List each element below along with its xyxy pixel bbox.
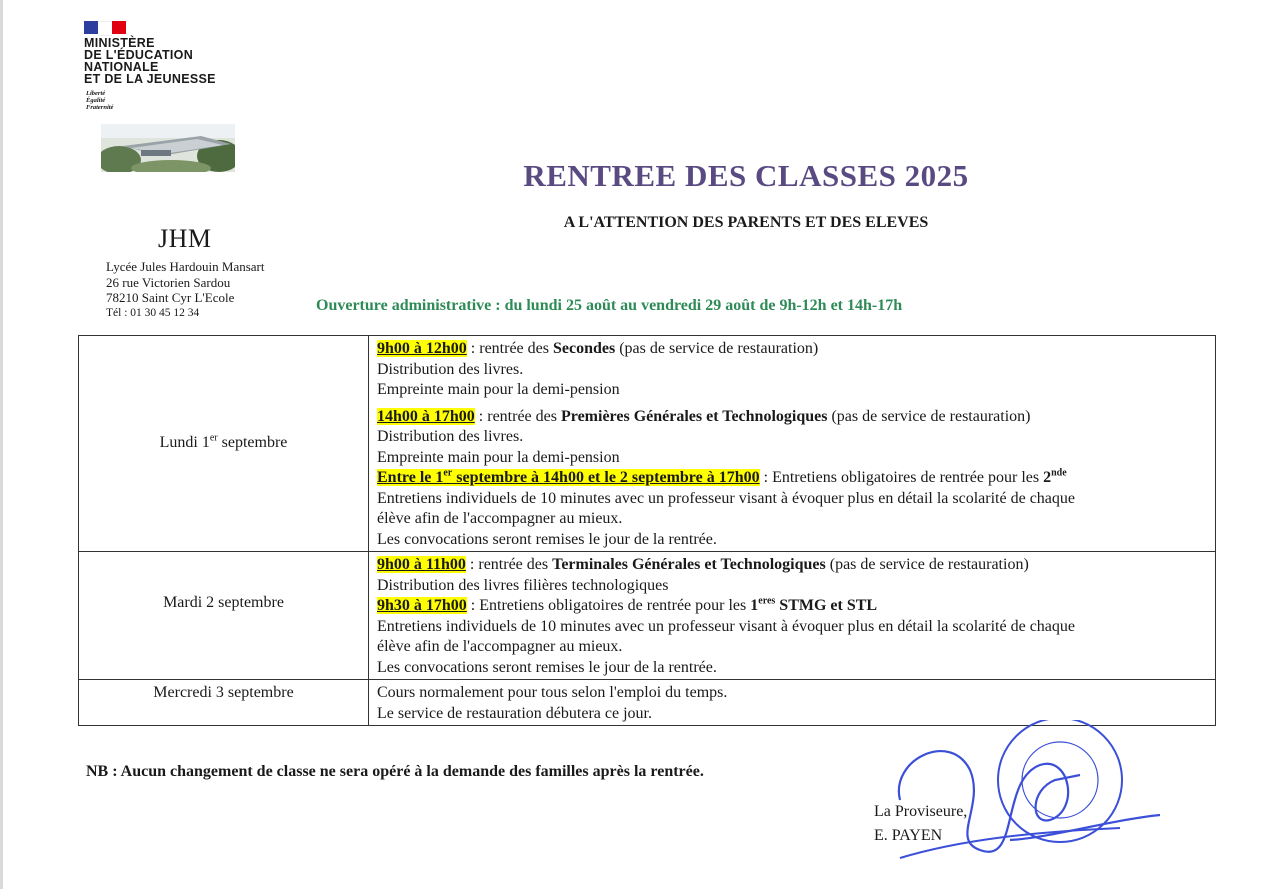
schedule-cell <box>369 552 1216 680</box>
day-cell: Mardi 2 septembre <box>79 552 369 680</box>
schedule-cell <box>369 336 1216 552</box>
nb-notice: NB : Aucun changement de classe ne sera opéré à la demande des familles après la rentrée. <box>86 763 704 780</box>
time-highlight: 9h00 à 12h00 <box>377 340 467 357</box>
schedule-line: Entretiens individuels de 10 minutes avec un professeur visant à évoquer plus en détail la scolarité de chaque <box>377 617 1075 635</box>
table-row-wednesday <box>79 680 1216 726</box>
ministry-line: MINISTÈRE <box>84 36 155 50</box>
school-city: 78210 Saint Cyr L'Ecole <box>106 290 235 305</box>
schedule-line: Les convocations seront remises le jour de la rentrée. <box>377 530 717 548</box>
school-name: Lycée Jules Hardouin Mansart <box>106 259 265 274</box>
school-address <box>106 259 264 321</box>
schedule-table <box>78 335 1216 726</box>
schedule-line: Les convocations seront remises le jour de la rentrée. <box>377 658 717 676</box>
time-highlight: 9h30 à 17h00 <box>377 597 467 614</box>
day-cell: Lundi 1er septembre <box>79 336 369 552</box>
time-highlight: 14h00 à 17h00 <box>377 407 475 425</box>
time-highlight: 9h00 à 11h00 <box>377 556 466 573</box>
schedule-line: Empreinte main pour la demi-pension <box>377 381 620 398</box>
schedule-cell <box>369 680 1216 726</box>
signature-role: La Proviseure, <box>874 803 968 820</box>
school-phone: Tél : 01 30 45 12 34 <box>106 306 200 319</box>
table-row-monday <box>79 336 1216 552</box>
ministry-name <box>84 37 216 85</box>
schedule-line: Distribution des livres filières technologiques <box>377 576 669 594</box>
page-title: RENTREE DES CLASSES 2025 <box>523 158 969 193</box>
page-subtitle: A L'ATTENTION DES PARENTS ET DES ELEVES <box>563 214 929 231</box>
schedule-line: 9h00 à 11h00 : rentrée des Terminales Générales et Technologiques (pas de service de restauration) <box>377 556 1029 573</box>
schedule-line: élève afin de l'accompagner au mieux. <box>377 510 623 527</box>
schedule-line: Le service de restauration débutera ce jour. <box>377 704 652 722</box>
table-row-tuesday <box>79 552 1216 680</box>
time-highlight: Entre le 1er septembre à 14h00 et le 2 septembre à 17h00 <box>377 467 760 486</box>
day-cell: Mercredi 3 septembre <box>79 680 369 726</box>
signature-name: E. PAYEN <box>874 827 943 844</box>
ministry-line: NATIONALE <box>84 60 159 74</box>
schedule-line: 9h30 à 17h00 : Entretiens obligatoires de rentrée pour les $1^{eres}$ STMG et STL <box>377 595 878 614</box>
page-edge <box>0 0 3 889</box>
schedule-line: élève afin de l'accompagner au mieux. <box>377 638 623 655</box>
schedule-line: 9h00 à 12h00 : rentrée des Secondes (pas de service de restauration) <box>377 340 819 357</box>
french-flag-logo <box>84 21 128 34</box>
schedule-line: Entre le 1er septembre à 14h00 et le 2 septembre à 17h00 : Entretiens obligatoires de rentrée pour les 2nde <box>377 467 1067 486</box>
schedule-line: Empreinte main pour la demi-pension <box>377 448 620 466</box>
schedule-line: Distribution des livres. <box>377 428 524 445</box>
schedule-line: Entretiens individuels de 10 minutes avec un professeur visant à évoquer plus en détail la scolarité de chaque <box>377 489 1075 507</box>
ministry-line: DE L'ÉDUCATION <box>84 48 194 62</box>
administrative-opening: Ouverture administrative : du lundi 25 août au vendredi 29 août de 9h-12h et 14h-17h <box>316 297 903 314</box>
ministry-line: ET DE LA JEUNESSE <box>84 72 216 86</box>
school-street: 26 rue Victorien Sardou <box>106 274 231 290</box>
school-monogram: JHM <box>158 224 212 253</box>
schedule-line: 14h00 à 17h00 : rentrée des Premières Générales et Technologiques (pas de service de restauration) <box>377 407 1031 425</box>
signature-block <box>874 800 967 848</box>
republic-motto: Liberté Égalité Fraternité <box>86 90 114 111</box>
schedule-line: Cours normalement pour tous selon l'emploi du temps. <box>377 684 728 701</box>
schedule-line: Distribution des livres. <box>377 360 524 378</box>
